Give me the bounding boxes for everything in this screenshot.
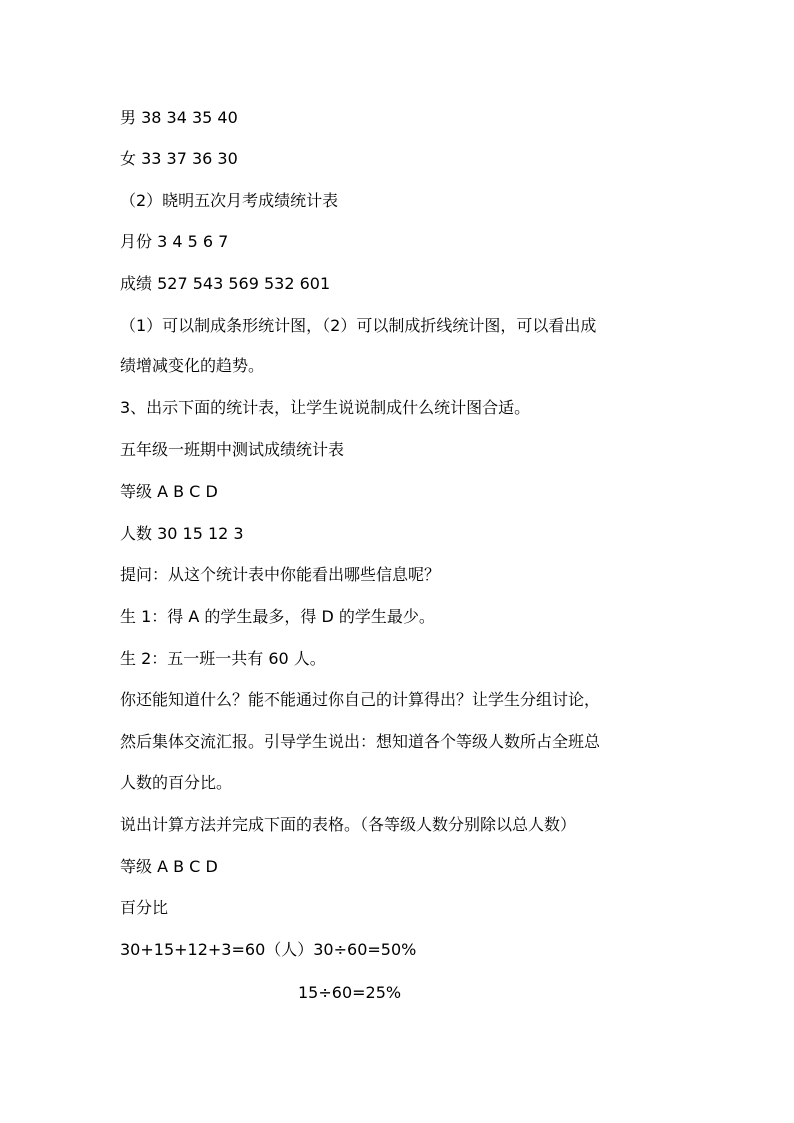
text-line-discussion-part1: 你还能知道什么？能不能通过你自己的计算得出？让学生分组讨论， <box>120 690 601 709</box>
text-line-scores: 成绩 527 543 569 532 601 <box>120 274 331 293</box>
text-line-calculation-total: 30+15+12+3=60（人）30÷60=50% <box>120 940 417 959</box>
text-line-percentage-label: 百分比 <box>120 898 169 917</box>
text-line-discussion-part3: 人数的百分比。 <box>120 773 233 792</box>
text-line-student1: 生 1：得 A 的学生最多，得 D 的学生最少。 <box>120 607 435 626</box>
text-line-answer-part1: （1）可以制成条形统计图，（2）可以制成折线统计图，可以看出成 <box>120 316 597 335</box>
text-line-months: 月份 3 4 5 6 7 <box>120 232 229 251</box>
text-line-discussion-part2: 然后集体交流汇报。引导学生说出：想知道各个等级人数所占全班总 <box>120 732 601 751</box>
text-line-answer-part2: 绩增减变化的趋势。 <box>120 356 265 375</box>
text-line-student2: 生 2：五一班一共有 60 人。 <box>120 649 326 668</box>
text-line-grades-repeat: 等级 A B C D <box>120 857 218 876</box>
text-line-step3: 3、出示下面的统计表，让学生说说制成什么统计图合适。 <box>120 398 531 417</box>
text-line-calculation-b: 15÷60=25% <box>298 983 402 1002</box>
text-line-question: 提问：从这个统计表中你能看出哪些信息呢？ <box>120 565 441 584</box>
text-line-table-title-midterm: 五年级一班期中测试成绩统计表 <box>120 440 345 459</box>
text-line-female-scores: 女 33 37 36 30 <box>120 149 238 168</box>
text-line-instructions: 说出计算方法并完成下面的表格。（各等级人数分别除以总人数） <box>120 815 577 834</box>
text-line-male-scores: 男 38 34 35 40 <box>120 108 238 127</box>
text-line-counts: 人数 30 15 12 3 <box>120 524 244 543</box>
text-line-table-title-monthly-exam: （2）晓明五次月考成绩统计表 <box>120 191 339 210</box>
text-line-grades: 等级 A B C D <box>120 482 218 501</box>
